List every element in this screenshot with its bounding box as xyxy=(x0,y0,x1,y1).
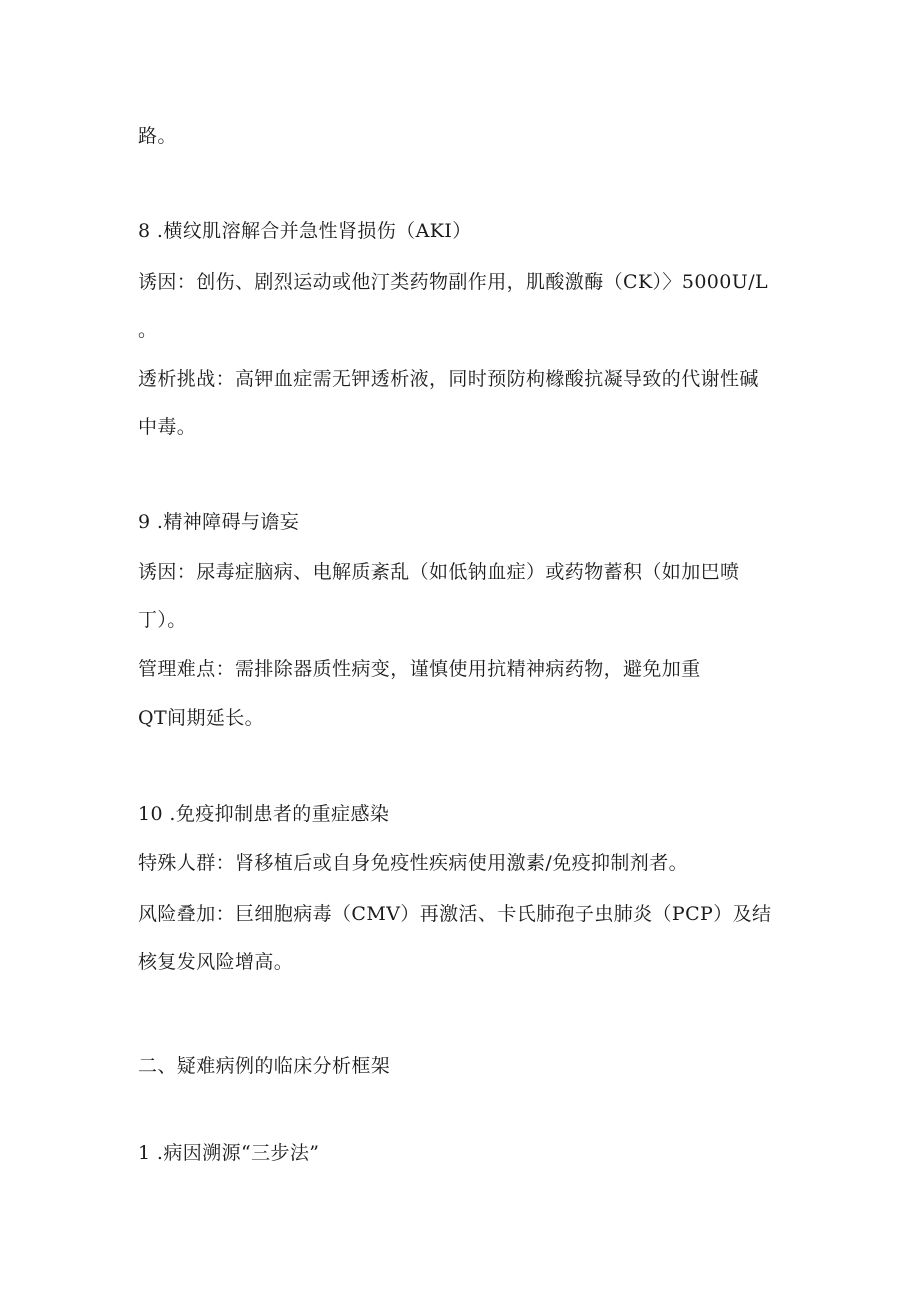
text-line-trigger-9-end: 丁）。 xyxy=(138,609,187,631)
text-line-management-9-end: QT间期延长。 xyxy=(138,707,265,729)
text-line-challenge-8-end: 中毒。 xyxy=(138,416,197,438)
text-line-continuation: 路。 xyxy=(138,125,177,147)
section-heading-2: 二、疑难病例的临床分析框架 xyxy=(138,1055,391,1077)
subheading-1: 1 .病因溯源“三步法” xyxy=(138,1142,320,1164)
text-line-risk-10: 风险叠加：巨细胞病毒（CMV）再激活、卡氏肺孢子虫肺炎（PCP）及结 xyxy=(138,903,772,925)
text-line-population-10: 特殊人群：肾移植后或自身免疫性疾病使用激素/免疫抑制剂者。 xyxy=(138,852,689,874)
heading-item-9: 9 .精神障碍与谵妄 xyxy=(138,511,300,533)
text-line-trigger-8-end: 。 xyxy=(138,319,158,341)
text-line-management-9: 管理难点：需排除器质性病变，谨慎使用抗精神病药物，避免加重 xyxy=(138,658,701,680)
text-line-risk-10-end: 核复发风险增高。 xyxy=(138,951,294,973)
heading-item-10: 10 .免疫抑制患者的重症感染 xyxy=(138,803,390,825)
text-line-challenge-8: 透析挑战：高钾血症需无钾透析液，同时预防枸橼酸抗凝导致的代谢性碱 xyxy=(138,368,759,390)
text-line-trigger-9: 诱因：尿毒症脑病、电解质紊乱（如低钠血症）或药物蓄积（如加巴喷 xyxy=(138,561,740,583)
text-line-trigger-8: 诱因：创伤、剧烈运动或他汀类药物副作用，肌酸激酶（CK）〉5000U/L xyxy=(138,271,769,293)
heading-item-8: 8 .横纹肌溶解合并急性肾损伤（AKI） xyxy=(138,220,472,242)
